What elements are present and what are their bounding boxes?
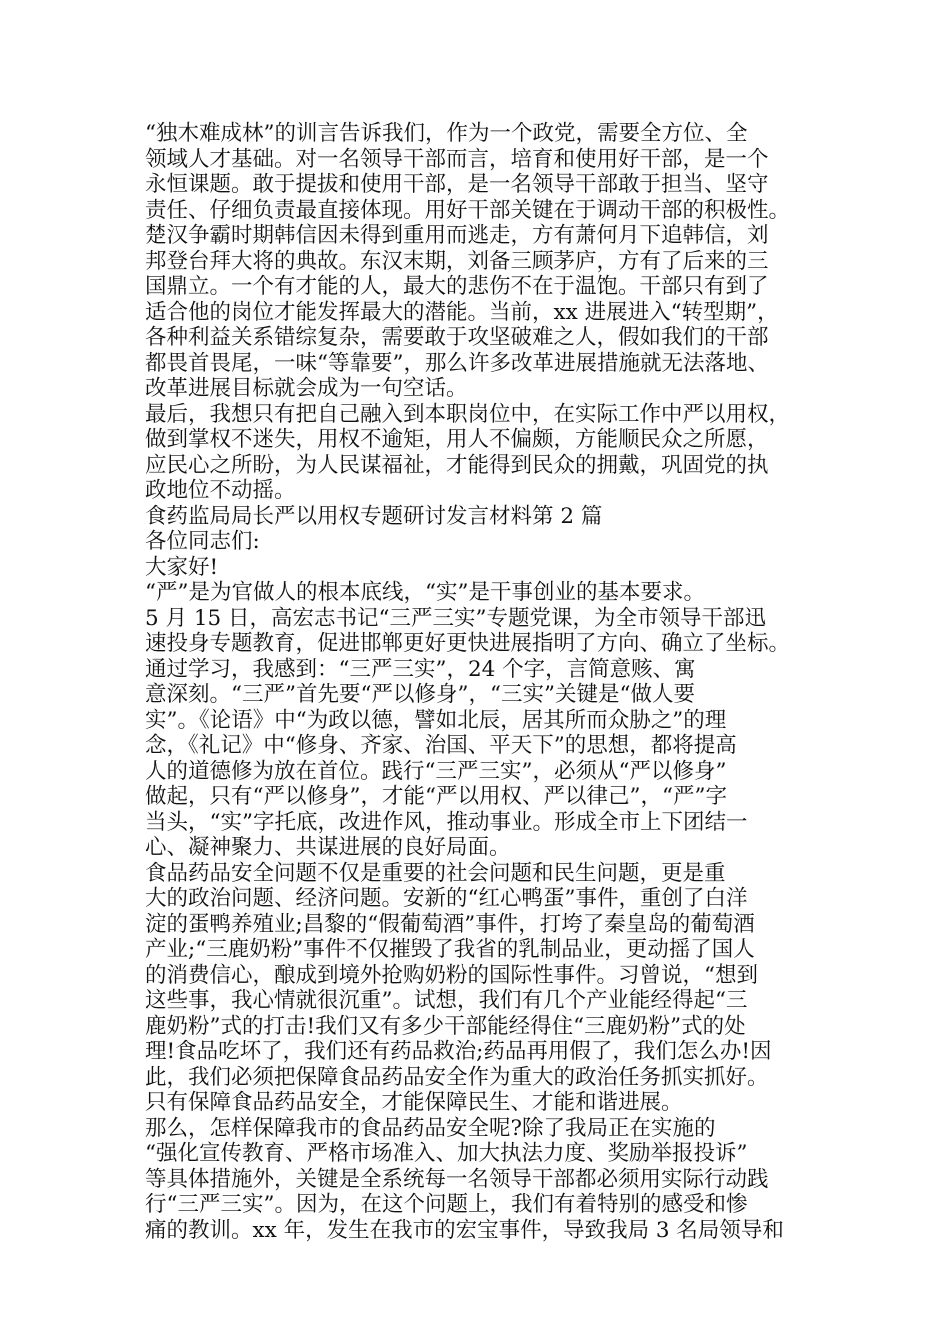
text-line: “严”是为官做人的根本底线，“实”是干事创业的基本要求。	[145, 580, 705, 605]
text-line: “强化宣传教育、严格市场准入、加大执法力度、奖励举报投诉”	[145, 1141, 748, 1166]
text-line: 鹿奶粉”式的打击!我们又有多少干部能经得住“三鹿奶粉”式的处	[145, 1014, 746, 1039]
text-line: 政地位不动摇。	[145, 478, 296, 503]
text-line: 食药监局局长严以用权专题研讨发言材料第 2 篇	[145, 504, 603, 529]
text-line: 产业;“三鹿奶粉”事件不仅摧毁了我省的乳制品业，更动摇了国人	[145, 937, 755, 962]
text-line: 理!食品吃坏了，我们还有药品救治;药品再用假了，我们怎么办!因	[145, 1039, 772, 1064]
text-line: 适合他的岗位才能发挥最大的潜能。当前，xx 进展进入“转型期”，	[145, 300, 779, 325]
text-line: 责任、仔细负责最直接体现。用好干部关键在于调动干部的积极性。	[145, 198, 791, 223]
text-line: 意深刻。“三严”首先要“严以修身”，“三实”关键是“做人要	[145, 682, 695, 707]
text-line: 楚汉争霸时期韩信因未得到重用而逃走，方有萧何月下追韩信，刘	[145, 223, 769, 248]
text-line: 行“三严三实”。因为，在这个问题上，我们有着特别的感受和惨	[145, 1192, 748, 1217]
text-line: 通过学习，我感到：“三严三实”，24 个字，言简意赅、寓	[145, 657, 696, 682]
text-line: 各种利益关系错综复杂，需要敢于攻坚破难之人，假如我们的干部	[145, 325, 769, 350]
text-line: 那么，怎样保障我市的食品药品安全呢?除了我局正在实施的	[145, 1116, 716, 1141]
text-line: 当头，“实”字托底，改进作风，推动事业。形成全市上下团结一	[145, 810, 748, 835]
text-line: 都畏首畏尾，一味“等靠要”，那么许多改革进展措施就无法落地、	[145, 351, 769, 376]
text-line: 念，《礼记》中“修身、齐家、治国、平天下”的思想，都将提高	[145, 733, 737, 758]
text-line: 改革进展目标就会成为一句空话。	[145, 376, 468, 401]
text-line: 等具体措施外，关键是全系统每一名领导干部都必须用实际行动践	[145, 1167, 769, 1192]
text-line: 的消费信心，酿成到境外抢购奶粉的国际性事件。习曾说，“想到	[145, 963, 758, 988]
text-line: 领域人才基础。对一名领导干部而言，培育和使用好干部，是一个	[145, 147, 769, 172]
text-line: 这些事，我心情就很沉重”。试想，我们有几个产业能经得起“三	[145, 988, 748, 1013]
text-line: 食品药品安全问题不仅是重要的社会问题和民生问题，更是重	[145, 861, 726, 886]
text-line: 5 月 15 日，高宏志书记“三严三实”专题党课，为全市领导干部迅	[145, 606, 767, 631]
text-line: 国鼎立。一个有才能的人，最大的悲伤不在于温饱。干部只有到了	[145, 274, 769, 299]
text-line: 淀的蛋鸭养殖业;昌黎的“假葡萄酒”事件，打垮了秦皇岛的葡萄酒	[145, 912, 755, 937]
text-line: 各位同志们:	[145, 529, 260, 554]
text-line: 速投身专题教育，促进邯郸更好更快进展指明了方向、确立了坐标。	[145, 631, 791, 656]
text-line: 人的道德修为放在首位。践行“三严三实”，必须从“严以修身”	[145, 759, 727, 784]
text-line: 应民心之所盼，为人民谋福祉，才能得到民众的拥戴，巩固党的执	[145, 453, 769, 478]
text-line: 痛的教训。xx 年，发生在我市的宏宝事件，导致我局 3 名局领导和	[145, 1218, 784, 1243]
text-line: 做起，只有“严以修身”，才能“严以用权、严以律己”，“严”字	[145, 784, 727, 809]
text-line: “独木难成林”的训言告诉我们，作为一个政党，需要全方位、全	[145, 121, 748, 146]
text-line: 永恒课题。敢于提拔和使用干部，是一名领导干部敢于担当、坚守	[145, 172, 769, 197]
text-line: 大的政治问题、经济问题。安新的“红心鸭蛋”事件，重创了白洋	[145, 886, 748, 911]
text-line: 最后，我想只有把自己融入到本职岗位中，在实际工作中严以用权，	[145, 402, 791, 427]
text-line: 只有保障食品药品安全，才能保障民生、才能和谐进展。	[145, 1090, 683, 1115]
text-line: 此，我们必须把保障食品药品安全作为重大的政治任务抓实抓好。	[145, 1065, 769, 1090]
text-line: 邦登台拜大将的典故。东汉末期，刘备三顾茅庐，方有了后来的三	[145, 249, 769, 274]
text-line: 心、凝神聚力、共谋进展的良好局面。	[145, 835, 511, 860]
text-line: 大家好!	[145, 555, 219, 580]
text-line: 做到掌权不迷失，用权不逾矩，用人不偏颇，方能顺民众之所愿，	[145, 427, 769, 452]
text-line: 实”。《论语》中“为政以德，譬如北辰，居其所而众胁之”的理	[145, 708, 727, 733]
